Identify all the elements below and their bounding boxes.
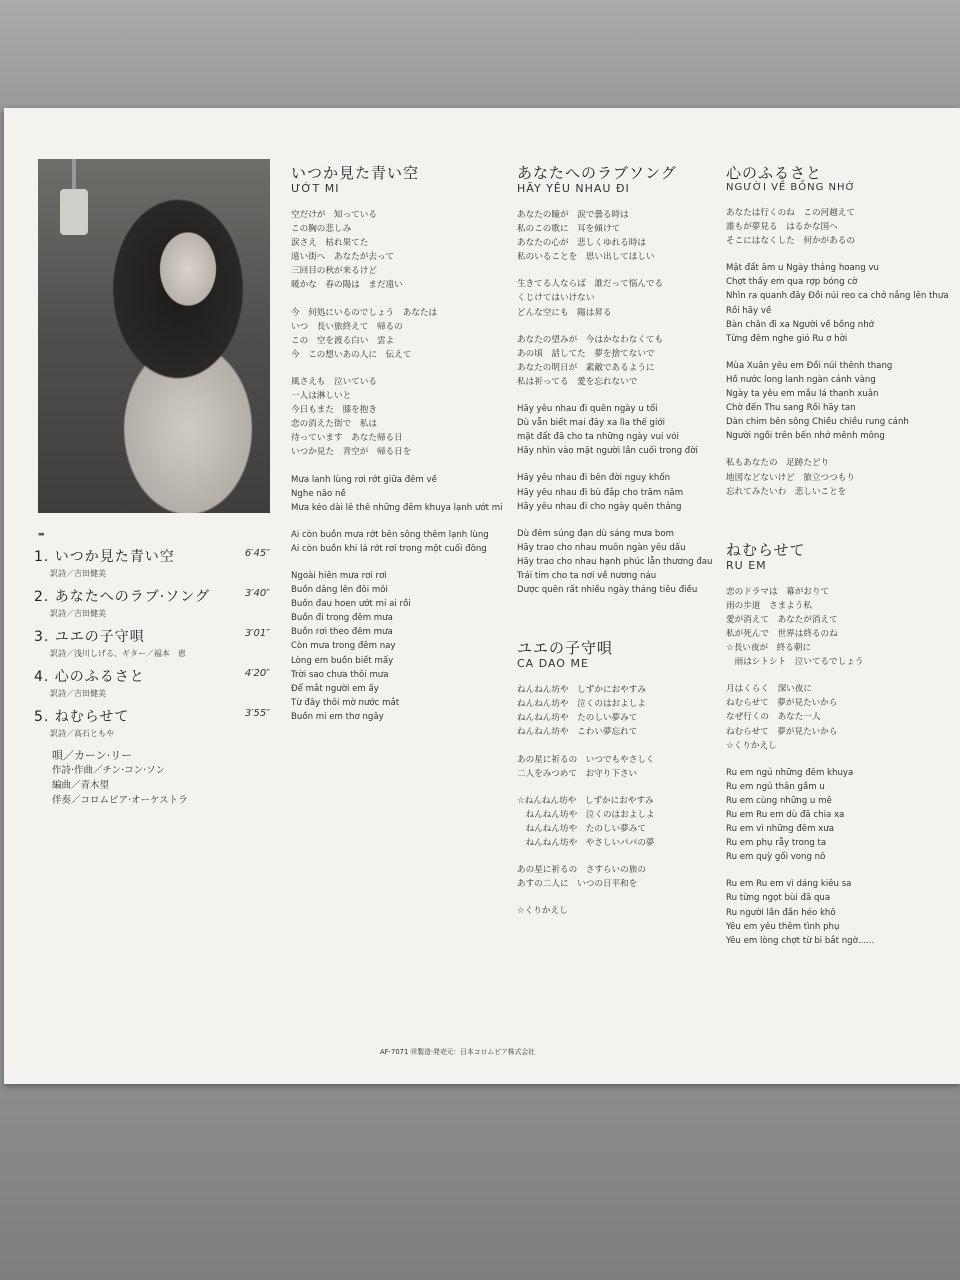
lyric-line: あなたの明日が 素敵であるように — [517, 362, 655, 373]
lyric-line: Mưa lanh lùng rơi rớt giữa đêm về — [291, 474, 437, 485]
track-credit: 訳詩／吉田健美 — [50, 689, 106, 698]
track-list — [34, 530, 284, 740]
stanza — [291, 375, 501, 460]
lyric-line: Còn mưa trong đêm nay — [291, 641, 396, 652]
track-time: 6′45″ — [244, 548, 270, 559]
song-subtitle: RU EM — [726, 558, 767, 572]
track-credit: 訳詩／吉田健美 — [50, 569, 106, 578]
song-title: いつか見た青い空 — [291, 164, 420, 182]
lyric-line: 一人は淋しいと — [291, 391, 352, 402]
lyric-line: Yêu em lòng chợt từ bi bắt ngờ...... — [726, 935, 875, 946]
microphone — [60, 189, 88, 235]
lyric-line: ねんねん坊や こわい夢忘れて — [517, 727, 638, 738]
lyric-line: 空だけが 知っている — [291, 210, 377, 220]
lyric-line: Ai còn buồn khi lá rớt rơi trong một cuối đông — [291, 543, 487, 554]
track-time: 3′01″ — [244, 628, 270, 639]
song-subtitle: HÃY YÊU NHAU ĐI — [517, 182, 630, 195]
lyric-line: mặt đất đã cho ta những ngày vui vói — [517, 432, 679, 443]
lyric-line: この胸の悲しみ — [291, 224, 352, 235]
song-title: ユエの子守唄 — [517, 639, 614, 658]
song-subtitle: ƯỚT MI — [291, 182, 340, 195]
track-title: 3. ユエの子守唄 — [34, 629, 145, 645]
lyric-line: Hãy trao cho nhau hạnh phúc lẫn thương đau — [517, 556, 713, 567]
lyric-line: Chờ đến Thu sang Rồi hãy tan — [726, 403, 856, 414]
lyric-line: 涙さえ 枯れ果てた — [291, 238, 369, 249]
song-block — [726, 539, 941, 948]
track-time: 3′40″ — [244, 588, 270, 599]
stanza — [726, 206, 941, 248]
track-title: 1. いつか見た青い空 — [34, 549, 175, 565]
song-block — [291, 162, 501, 724]
lyric-line: 私もあなたの 足跡たどり — [726, 458, 830, 469]
side-mark: ▬ — [38, 530, 45, 538]
lyric-line: Yêu em yêu thêm tình phụ — [726, 921, 840, 932]
stanza — [517, 333, 717, 389]
lyric-line: あなたは行くのね この河越えて — [726, 208, 855, 218]
lyric-line: Dược quên rất nhiều ngày tháng tiêu điều — [517, 585, 698, 596]
lyric-line: Ru em ngủ thân gầm u — [726, 781, 825, 792]
lyric-line: ☆長い夜が 終る朝に — [726, 643, 812, 654]
track-title: 5. ねむらせて — [34, 709, 130, 725]
lyric-line: ☆くりかえし — [726, 740, 777, 751]
lyric-line: Hãy trao cho nhau muôn ngàn yêu dấu — [517, 542, 686, 553]
track-title: 2. あなたへのラブ·ソング — [34, 589, 210, 605]
lyric-line: Buồn đau hoen ướt mi ai rồi — [291, 599, 411, 610]
lyric-line: ねんねん坊や 泣くのはおよしよ — [517, 699, 646, 710]
lyric-line: 風さえも 泣いている — [291, 376, 377, 387]
lyric-line: Buồn rơi theo đêm mưa — [291, 627, 393, 638]
stanza — [517, 753, 717, 781]
lyric-line: Bàn chân đi xa Người về bồng nhớ — [726, 319, 874, 330]
song-subtitle: CA DAO ME — [517, 657, 589, 671]
lyric-line: Ngày ta yêu em mầu lá thanh xuân — [726, 389, 879, 400]
personnel-credits — [52, 748, 188, 808]
lyric-line: 愛が消えて あなたが消えて — [726, 614, 838, 625]
lyric-line: ☆ねんねん坊や しずかにおやすみ — [517, 795, 654, 806]
microphone-stand — [72, 159, 76, 191]
track-title: 4. 心のふるさと — [34, 669, 145, 685]
lyric-line: 遠い街へ あなたが去って — [291, 252, 395, 263]
background-bottom — [0, 1082, 960, 1280]
lyric-line: 生きてる人ならば 誰だって悩んでる — [517, 279, 664, 290]
lyric-line: ねんねん坊や しずかにおやすみ — [517, 685, 646, 696]
lyric-line: ねんねん坊や たのしい夢みて — [517, 713, 638, 724]
lyric-line: あなたの心が 悲しくゆれる時は — [517, 238, 646, 249]
stanza — [517, 471, 717, 513]
stanza — [517, 277, 717, 319]
track-credit: 訳詩／高石ともや — [50, 729, 114, 738]
stanza — [517, 794, 717, 850]
lyric-line: Buồn đi trong đêm mưa — [291, 613, 393, 624]
lyric-line: ☆くりかえし — [517, 906, 568, 917]
stanza — [726, 682, 941, 752]
lyric-line: 恋の消えた街で 私は — [291, 419, 377, 430]
song-subtitle: NGƯỜI VỀ BỒNG NHỚ — [726, 182, 856, 193]
track-item — [34, 660, 284, 700]
background-top — [0, 0, 960, 112]
lyric-line: Ru em cùng những u mê — [726, 795, 832, 806]
lyric-line: Mùa Xuân yêu em Đồi núi thênh thang — [726, 360, 893, 371]
stanza — [291, 208, 501, 293]
track-time: 4′20″ — [244, 668, 270, 679]
lyric-line: 恋のドラマは 幕がおりて — [726, 586, 830, 597]
lyrics-column-3 — [726, 162, 949, 988]
lyric-line: 今日もまた 膝を抱き — [291, 405, 377, 416]
credit-line: 作詩·作曲／チン·コン·ソン — [52, 765, 166, 776]
lyric-line: Chợt thấy em qua rợp bóng cờ — [726, 277, 858, 288]
stanza — [517, 863, 717, 891]
credit-line: 伴奏／コロムビア·オーケストラ — [52, 795, 188, 806]
track-item — [34, 580, 284, 620]
lyric-line: あなたの望みが 今はかなわなくても — [517, 334, 664, 345]
lyric-line: 地図などないけど 旅立つつもり — [726, 472, 855, 483]
lyric-line: あなたの瞳が 涙で曇る時は — [517, 210, 629, 220]
lyric-line: ねんねん坊や 泣くのはおよしよ — [517, 809, 655, 820]
lyric-line: Ru em Ru em dù đã chia xa — [726, 810, 845, 820]
lyric-line: Dàn chim bên sông Chiều chiều rung cánh — [726, 417, 909, 428]
song-title: ねむらせて — [726, 540, 806, 559]
lyric-line: Trái tim cho ta nơi về nương náu — [517, 570, 657, 581]
stanza — [726, 456, 941, 498]
stanza — [517, 683, 717, 739]
lyric-line: 暖かな 春の陽は まだ遠い — [291, 280, 403, 291]
lyric-line: Ru em quỳ gối vong nô — [726, 852, 826, 863]
track-time: 3′55″ — [244, 708, 270, 719]
stanza — [726, 766, 941, 865]
lyric-line: 私のいることを 思い出してほしい — [517, 252, 655, 263]
lyric-line: Lòng em buồn biết mấy — [291, 655, 394, 666]
lyric-line: どんな空にも 陽は昇る — [517, 307, 612, 318]
lyric-line: くじけてはいけない — [517, 293, 595, 304]
stanza — [291, 569, 501, 724]
lyric-line: Hãy yêu nhau đi quên ngày u tối — [517, 404, 658, 415]
lyric-line: 二人をみつめて お守り下さい — [517, 768, 638, 779]
stanza — [517, 402, 717, 458]
lyric-line: 誰もが夢見る はるかな国へ — [726, 222, 838, 233]
lyric-line: Ru em phụ rẫy trong ta — [726, 838, 827, 849]
track-credit: 訳詩／吉田健美 — [50, 609, 106, 618]
lyric-line: ねむらせて 夢が見たいから — [726, 726, 838, 737]
lyric-line: Ru người lần đần héo khô — [726, 907, 836, 918]
track-item — [34, 700, 284, 740]
lyric-line: 雨の歩道 さまよう私 — [726, 600, 812, 611]
lyric-line: あの星に祈るの さすらいの旅の — [517, 865, 646, 876]
lyric-line: Mật đất âm u Ngày tháng hoang vu — [726, 263, 879, 274]
lyric-line: ねんねん坊や やさしいパパの夢 — [517, 838, 655, 848]
catalog-footer: AF-7071 ㊞製造·発売元：日本コロムビア株式会社 — [380, 1048, 535, 1056]
lyric-line: この 空を渡る白い 雲よ — [291, 335, 395, 346]
lyric-line: Hãy yêu nhau đi bên đời nguy khốn — [517, 473, 671, 484]
stanza — [517, 527, 717, 597]
credit-line: 唄／カーン·リー — [52, 749, 133, 762]
lyric-line: Để mắt người em ấy — [291, 683, 379, 694]
stanza — [726, 877, 941, 947]
lyric-line: Hãy nhìn vào mặt người lần cuối trong đời — [517, 446, 698, 457]
lyric-line: Người ngồi trên bến nhớ mênh mông — [726, 431, 885, 442]
lyric-line: Rồi hãy về — [726, 305, 772, 316]
track-item — [34, 540, 284, 580]
lyric-line: 雨はシトシト 泣いてるでしょう — [726, 657, 864, 668]
lyric-line: 忘れてみたいわ 悲しいことを — [726, 486, 847, 497]
lyric-line: 私は祈ってる 愛を忘れないで — [517, 376, 638, 387]
lyric-line: Ru em Ru em vì dáng kiêu sa — [726, 879, 852, 890]
song-block — [726, 162, 949, 499]
stanza — [291, 306, 501, 362]
lyric-line: あの星に祈るの いつでもやさしく — [517, 754, 655, 765]
lyric-line: Mưa kéo dài lê thê những đêm khuya lạnh ướt mi — [291, 502, 503, 513]
stanza — [726, 359, 941, 444]
lyric-line: 私のこの歌に 耳を傾けて — [517, 224, 621, 235]
lyric-line: Hãy yêu nhau đi bù đắp cho trăm năm — [517, 487, 684, 498]
lyric-line: Ai còn buồn mưa rớt bên sông thêm lạnh lùng — [291, 529, 489, 540]
track-credit: 訳詩／浅川しげる、ギター／福本 恵 — [50, 649, 186, 658]
stanza — [726, 261, 949, 346]
stanza — [291, 528, 501, 556]
track-item — [34, 620, 284, 660]
lyric-line: あの頃 話してた 夢を捨てないで — [517, 348, 655, 359]
lyric-line: Ngoài hiên mưa rơi rơi — [291, 570, 387, 581]
lyric-line: Nhìn ra quanh đây Đồi núi reo ca chở nắng lên thưa — [726, 291, 949, 302]
lyric-line: Buồn mi em thơ ngây — [291, 711, 384, 722]
lyric-line: Dù vẫn biết mai đây xa lìa thế giới — [517, 418, 666, 429]
stanza — [517, 208, 717, 264]
lyric-line: そこにはなくした 何かがあるの — [726, 236, 855, 247]
lyric-line: Từng đêm nghe gió Ru ơ hời — [726, 333, 848, 344]
lyrics-column-1 — [291, 162, 501, 764]
song-block — [517, 162, 717, 597]
song-title: あなたへのラブソング — [517, 164, 677, 182]
lyric-line: 待っています あなた帰る日 — [291, 433, 403, 444]
lyric-line: ねんねん坊や たのしい夢みて — [517, 823, 646, 834]
stanza — [726, 585, 941, 670]
lyric-line: なぜ行くの あなた一人 — [726, 712, 821, 723]
lyric-line: 今 何処にいるのでしょう あなたは — [291, 307, 438, 318]
lyric-line: 今 この想いあの人に 伝えて — [291, 349, 412, 360]
song-block — [517, 637, 717, 918]
lyric-line: ねむらせて 夢が見たいから — [726, 698, 838, 709]
lyric-line: Trời sao chưa thôi mưa — [291, 669, 389, 680]
lyric-line: Hồ nước long lanh ngàn cánh vàng — [726, 374, 876, 385]
lyric-line: 三回目の秋が来るけど — [291, 266, 377, 277]
lyric-line: 私が死んで 世界は終るのね — [726, 628, 838, 639]
lyric-line: Từ đây thôi mờ nước mắt — [291, 697, 400, 708]
credit-line: 編曲／青木望 — [52, 780, 110, 791]
lyric-line: Ru em vì những đêm xưa — [726, 824, 834, 835]
lyric-line: Ru từng ngọt bùi đã qua — [726, 893, 831, 904]
lyric-line: Nghe não nề — [291, 488, 346, 499]
lyric-line: いつ 長い旅終えて 帰るの — [291, 321, 403, 332]
lyric-line: Ru em ngủ những đêm khuya — [726, 767, 854, 778]
lyric-line: 月はくらく 深い夜に — [726, 684, 812, 695]
lyrics-column-2 — [517, 162, 717, 958]
lyric-line: Hãy yêu nhau đi cho ngày quên tháng — [517, 501, 682, 512]
stanza — [517, 904, 717, 918]
lyric-line: いつか見た 青空が 帰る日を — [291, 447, 412, 458]
song-title: 心のふるさと — [726, 164, 823, 182]
singer-photo — [38, 159, 270, 513]
lyric-line: Buồn dâng lên đôi môi — [291, 585, 388, 596]
lyric-line: あすの二人に いつの日平和を — [517, 879, 638, 890]
lyric-line: Dù đêm súng đạn dù sáng mưa bom — [517, 528, 675, 539]
stanza — [291, 473, 501, 515]
